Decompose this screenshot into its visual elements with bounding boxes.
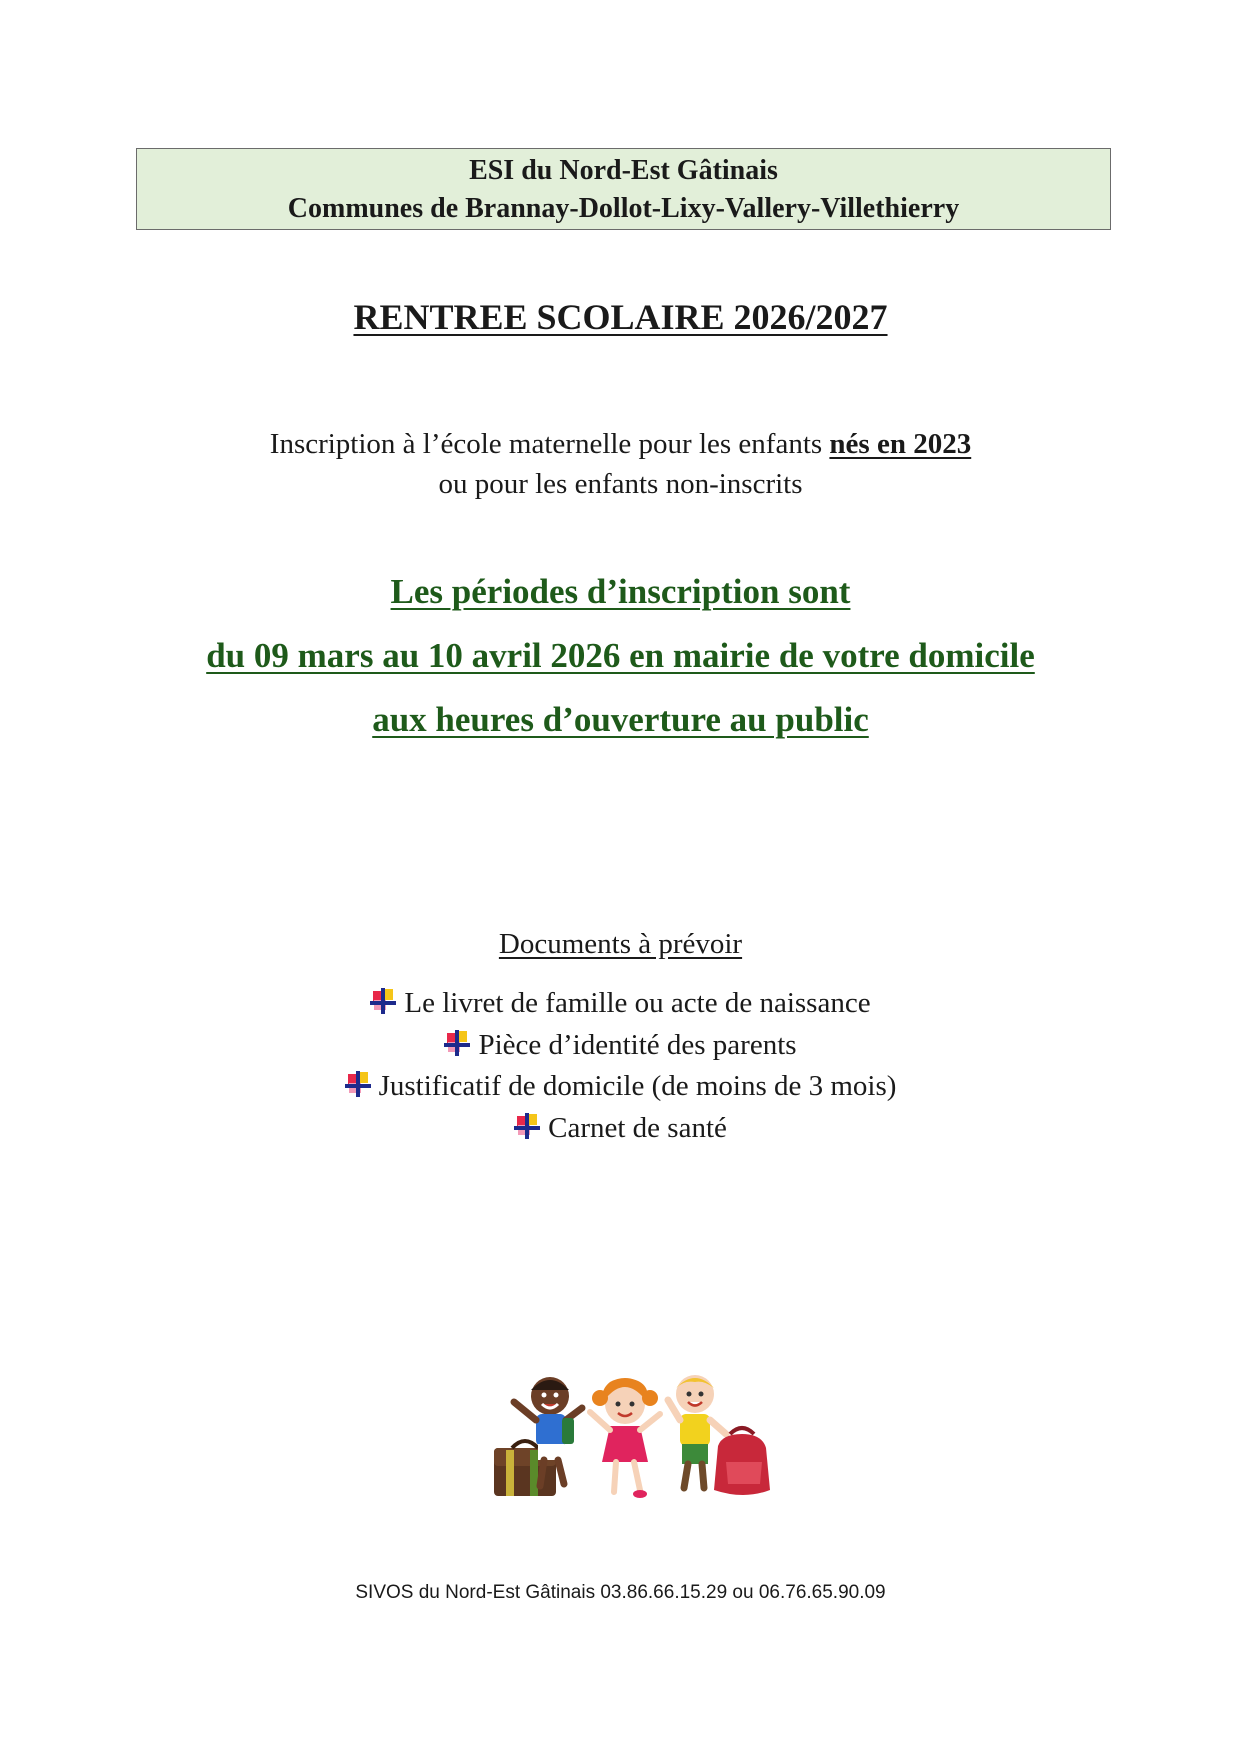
document-item-domicile	[0, 1066, 1241, 1108]
document-item-label: Justificatif de domicile (de moins de 3 mois)	[378, 1070, 897, 1102]
colorful-cross-bullet-icon	[514, 1113, 540, 1139]
colorful-cross-bullet-icon	[345, 1071, 371, 1097]
documents-list	[0, 983, 1241, 1149]
document-item-livret	[0, 983, 1241, 1025]
periods-line-3: aux heures d’ouverture au public	[372, 700, 869, 739]
page-title: RENTREE SCOLAIRE 2026/2027	[353, 297, 888, 337]
contact-footer: SIVOS du Nord-Est Gâtinais 03.86.66.15.29 ou 06.76.65.90.09	[355, 1582, 886, 1603]
intro-line-1	[0, 424, 1241, 464]
header-box	[136, 148, 1111, 230]
document-item-label: Le livret de famille ou acte de naissance	[404, 987, 871, 1019]
document-item-label: Carnet de santé	[548, 1111, 727, 1144]
header-line-2: Communes de Brannay-Dollot-Lixy-Vallery-Villethierry	[287, 193, 960, 224]
document-item-label: Pièce d’identité des parents	[478, 1028, 797, 1061]
intro-line-1-emphasis: nés en 2023	[829, 428, 972, 460]
colorful-cross-bullet-icon	[370, 988, 396, 1014]
intro-line-2: ou pour les enfants non-inscrits	[438, 468, 803, 500]
girl-pink-dress-icon	[590, 1378, 660, 1498]
registration-periods	[0, 560, 1241, 752]
document-item-identite	[0, 1025, 1241, 1067]
children-with-school-bags-illustration	[490, 1368, 790, 1508]
document-item-sante	[0, 1108, 1241, 1150]
intro-text	[0, 424, 1241, 504]
periods-line-2: du 09 mars au 10 avril 2026 en mairie de votre domicile	[206, 636, 1035, 675]
red-backpack-icon	[714, 1428, 770, 1495]
documents-heading: Documents à prévoir	[498, 928, 743, 960]
periods-line-1: Les périodes d’inscription sont	[390, 572, 851, 611]
intro-line-1-text: Inscription à l’école maternelle pour les enfants	[269, 428, 830, 460]
colorful-cross-bullet-icon	[444, 1030, 470, 1056]
header-line-1: ESI du Nord-Est Gâtinais	[469, 155, 778, 186]
